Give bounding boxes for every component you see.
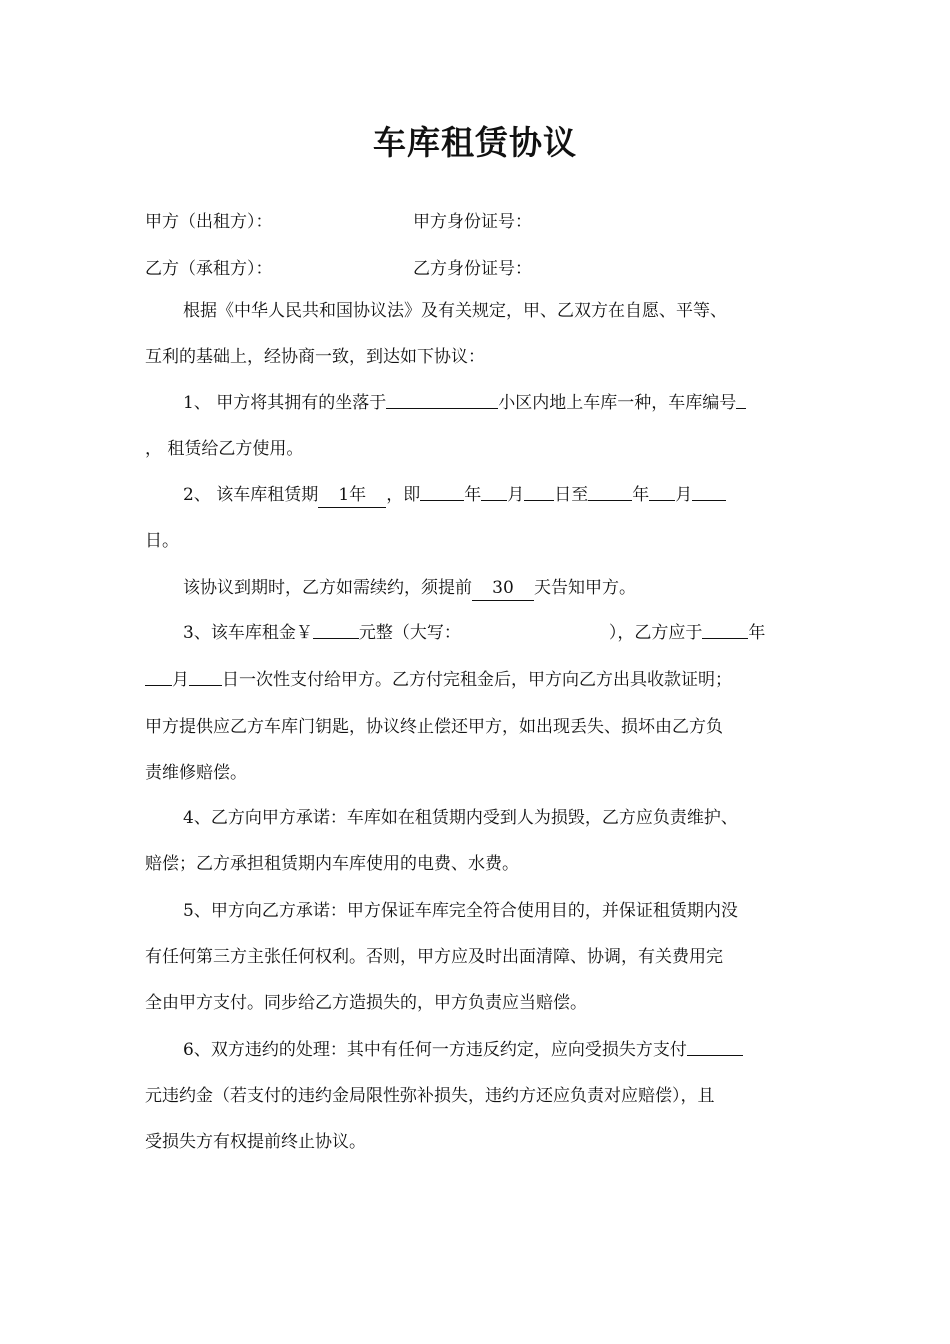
clause-2-year-label: 年 xyxy=(464,485,482,505)
clause-5-line-1: 5、甲方向乙方承诺：甲方保证车库完全符合使用目的，并保证租赁期内没 xyxy=(183,901,738,921)
clause-6-line-2: 元违约金（若支付的违约金局限性弥补损失，违约方还应负责对应赔偿），且 xyxy=(145,1086,715,1106)
clause-4-line-1: 4、乙方向甲方承诺：车库如在租赁期内受到人为损毁，乙方应负责维护、 xyxy=(183,808,738,828)
clause-2-end-month-label: 月 xyxy=(675,485,693,505)
clause-3-line-3: 甲方提供应乙方车库门钥匙，协议终止偿还甲方，如出现丢失、损坏由乙方负 xyxy=(145,717,723,737)
location-blank[interactable] xyxy=(386,392,498,409)
pay-month-blank[interactable] xyxy=(145,669,172,686)
start-day-blank[interactable] xyxy=(524,484,554,501)
clause-2-line-1 xyxy=(183,483,863,508)
document-title: 车库租赁协议 xyxy=(373,123,577,162)
pay-year-blank[interactable] xyxy=(702,622,748,639)
garage-number-blank[interactable] xyxy=(736,392,746,409)
clause-3-line-2 xyxy=(145,668,825,692)
party-a-label: 甲方（出租方）： xyxy=(145,212,273,232)
clause-6-line-1-text: 6、双方违约的处理：其中有任何一方违反约定，应向受损失方支付 xyxy=(183,1040,687,1060)
clause-2-month-label: 月 xyxy=(507,485,525,505)
clause-2-text: ，即 xyxy=(386,485,421,505)
renewal-suffix: 天告知甲方。 xyxy=(534,578,636,598)
pay-day-blank[interactable] xyxy=(189,669,222,686)
end-month-blank[interactable] xyxy=(649,484,675,501)
intro-line-1: 根据《中华人民共和国协议法》及有关规定，甲、乙双方在自愿、平等、 xyxy=(183,301,727,321)
clause-5-line-3: 全由甲方支付。同步给乙方造损失的，甲方负责应当赔偿。 xyxy=(145,993,587,1013)
clause-4-line-2: 赔偿；乙方承担租赁期内车库使用的电费、水费。 xyxy=(145,854,519,874)
start-month-blank[interactable] xyxy=(481,484,507,501)
start-year-blank[interactable] xyxy=(420,484,464,501)
clause-3-line-2-text: 日一次性支付给甲方。乙方付完租金后，甲方向乙方出具收款证明； xyxy=(222,670,732,690)
clause-3-year-label: 年 xyxy=(748,623,766,643)
clause-1-line-1 xyxy=(183,391,863,415)
clause-3-text-2: ），乙方应于 xyxy=(608,623,703,643)
party-b-id-label: 乙方身份证号： xyxy=(413,259,532,279)
renewal-days-value[interactable]: 30 xyxy=(472,576,534,601)
end-year-blank[interactable] xyxy=(588,484,632,501)
rent-amount-blank[interactable] xyxy=(313,622,359,639)
end-day-blank[interactable] xyxy=(692,484,726,501)
clause-2-end-year-label: 年 xyxy=(632,485,650,505)
clause-1-line-2: ， 租赁给乙方使用。 xyxy=(145,439,304,459)
clause-6-line-3: 受损失方有权提前终止协议。 xyxy=(145,1132,366,1152)
party-a-id-label: 甲方身份证号： xyxy=(413,212,532,232)
clause-2-prefix: 2、 该车库租赁期 xyxy=(183,485,319,505)
lease-term-value[interactable]: 1年 xyxy=(318,483,386,508)
clause-2-line-2: 日。 xyxy=(145,531,179,551)
clause-5-line-2: 有任何第三方主张任何权利。否则，甲方应及时出面清障、协调，有关费用完 xyxy=(145,947,723,967)
intro-line-2: 互利的基础上，经协商一致，到达如下协议： xyxy=(145,347,485,367)
clause-3-line-4: 责维修赔偿。 xyxy=(145,763,247,783)
clause-1-mid: 小区内地上车库一种，车库编号 xyxy=(498,393,737,413)
party-b-label: 乙方（承租方）： xyxy=(145,259,273,279)
clause-3-line-1 xyxy=(183,621,863,645)
clause-1-prefix: 1、 甲方将其拥有的坐落于 xyxy=(183,393,387,413)
clause-3-month-label: 月 xyxy=(172,670,189,690)
renewal-line xyxy=(183,576,863,601)
clause-6-line-1 xyxy=(183,1038,863,1062)
penalty-amount-blank[interactable] xyxy=(687,1039,743,1056)
renewal-prefix: 该协议到期时，乙方如需续约，须提前 xyxy=(183,578,472,598)
clause-2-day-to-label: 日至 xyxy=(554,485,589,505)
clause-3-text-1: 元整（大写： xyxy=(358,623,461,643)
clause-3-prefix: 3、该车库租金￥ xyxy=(183,623,313,643)
